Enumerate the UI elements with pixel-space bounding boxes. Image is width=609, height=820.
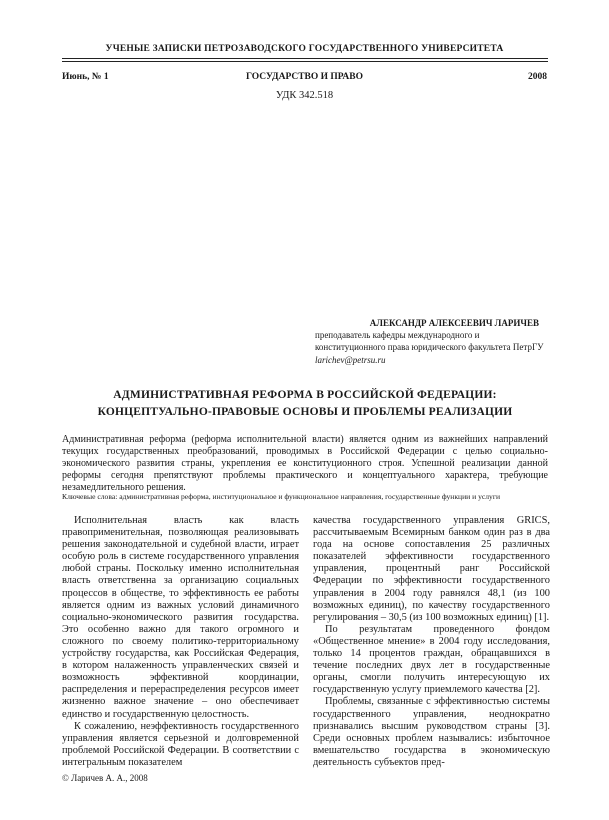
keywords: Ключевые слова: административная реформа, институциональное и функциональное направления, государственные функции и услуги xyxy=(62,492,501,501)
author-affiliation: преподаватель кафедры международного и конституционного права юридического факультета ПетрГУ xyxy=(315,330,544,352)
article-title-line2: КОНЦЕПТУАЛЬНО-ПРАВОВЫЕ ОСНОВЫ И ПРОБЛЕМЫ РЕАЛИЗАЦИИ xyxy=(97,406,513,418)
article-title xyxy=(62,387,548,421)
author-name: АЛЕКСАНДР АЛЕКСЕЕВИЧ ЛАРИЧЕВ xyxy=(369,318,539,328)
copyright-footer: © Ларичев А. А., 2008 xyxy=(62,773,148,783)
paragraph: Исполнительная власть как власть правоприменительная, позволяющая реализовывать решения законодательной и судебной власти, играет особую роль в системе государственного управления любой страны. Поскольку именно исполнительная власть ответственна за организацию социальных процессов в обществе, то эффективность ее работы является одним из важных условий динамичного социально-экономического развития государства. Это особенно важно для такого огромного и сложного по своему политико-территориальному устройству государства, как Российская Федерация, в котором налаженность управленческих связей и возможность эффективной координации, распределения и перераспределения ресурсов имеет жизненно важное значение – оно обеспечивает единство и государственную целостность. xyxy=(62,515,299,720)
paragraph: К сожалению, неэффективность государственного управления является серьезной и долговременной проблемой Российской Федерации. В соответствии с интегральным показателем xyxy=(62,720,299,768)
body-column-right xyxy=(313,515,550,769)
journal-title: УЧЕНЫЕ ЗАПИСКИ ПЕТРОЗАВОДСКОГО ГОСУДАРСТВЕННОГО УНИВЕРСИТЕТА xyxy=(105,44,504,54)
issue-label: Июнь, № 1 xyxy=(62,72,109,82)
author-email: larichev@petrsu.ru xyxy=(315,355,386,365)
header-rule-bottom xyxy=(62,61,548,62)
paragraph: По результатам проведенного фондом «Общественное мнение» в 2004 году исследования, только 14 процентов граждан, обращавшихся в течение последних двух лет в государственные органы, смогли получить интересующую их государственную услугу приемлемого качества [2]. xyxy=(313,623,550,696)
udc-code: УДК 342.518 xyxy=(275,90,334,101)
header-rule-top xyxy=(62,58,548,59)
section-label: ГОСУДАРСТВО И ПРАВО xyxy=(245,72,363,82)
abstract: Административная реформа (реформа исполнительной власти) является одним из важнейших направлений текущих государственных преобразований, проводимых в Российской Федерации с целью социально-экономического развития страны, укрепления ее конституционного строя. Успешной реализации данной реформы сегодня препятствуют проблемы практического и концептуального характера, требующие незамедлительного решения. xyxy=(62,434,548,494)
year-label: 2008 xyxy=(528,72,547,82)
paragraph: качества государственного управления GRICS, рассчитываемым Всемирным банком один раз в два года на основе сопоставления 25 различных показателей эффективности государственного управления, процентный ранг Российской Федерации по эффективности государственного управления в 2004 году равнялся 48,1 (из 100 возможных единиц), по качеству государственного регулирования – 30,5 (из 100 возможных единиц) [1]. xyxy=(313,515,550,623)
paragraph: Проблемы, связанные с эффективностью системы государственного управления, неоднократно признавались высшим руководством страны [3]. Среди основных проблем назывались: избыточное вмешательство государства в экономическую деятельность субъектов пред- xyxy=(313,696,550,768)
article-title-line1: АДМИНИСТРАТИВНАЯ РЕФОРМА В РОССИЙСКОЙ ФЕДЕРАЦИИ: xyxy=(113,389,497,401)
body-column-left xyxy=(62,515,299,769)
